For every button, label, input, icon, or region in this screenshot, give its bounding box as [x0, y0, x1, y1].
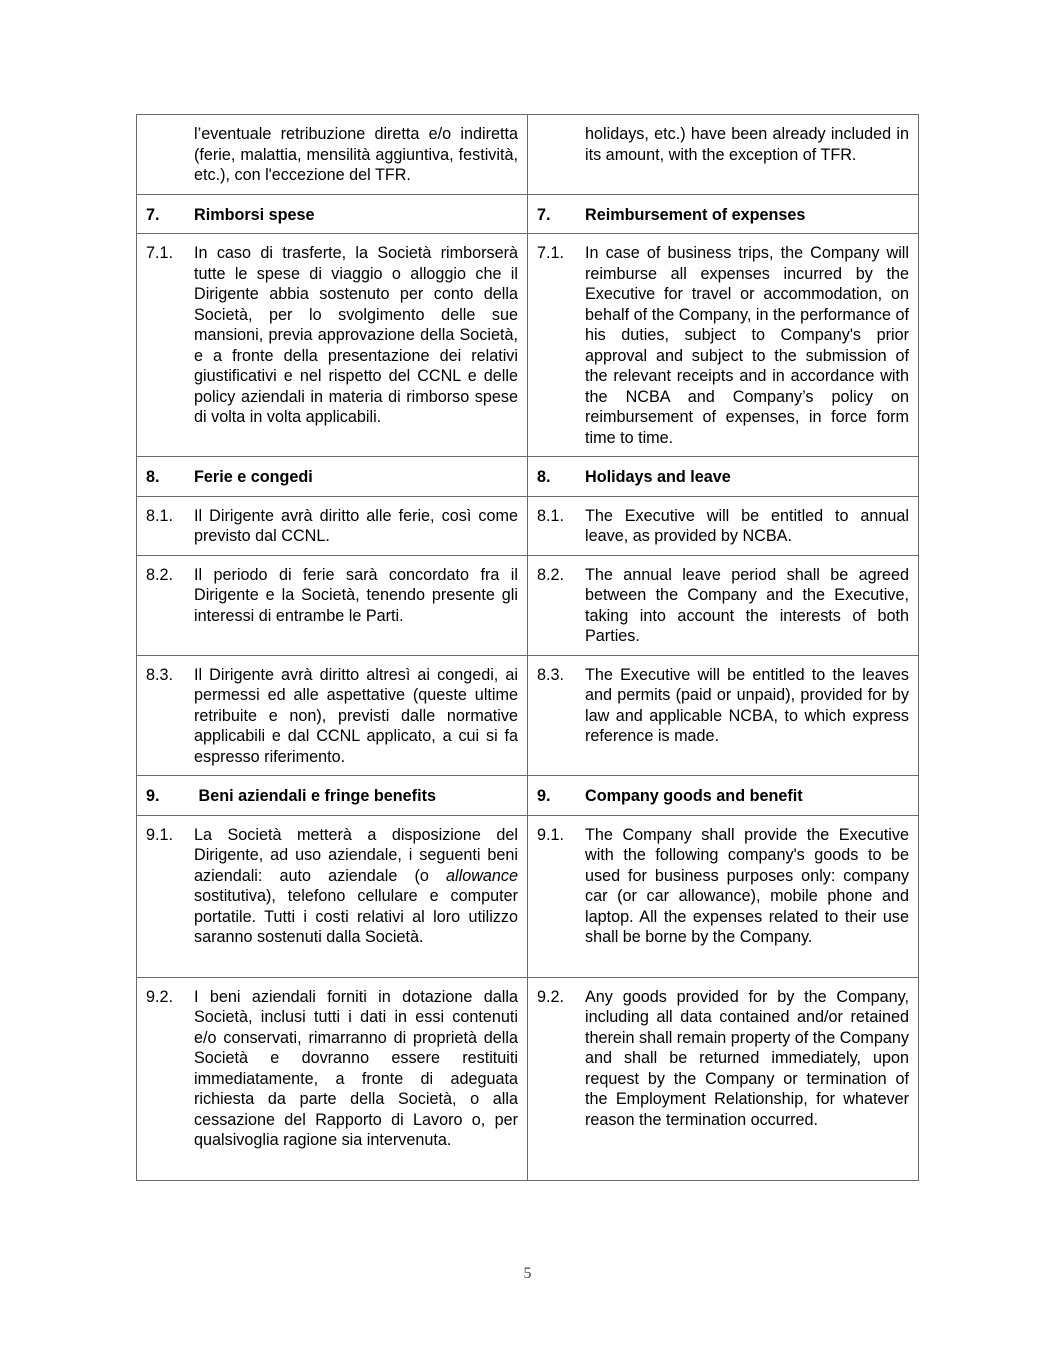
english-cell: [528, 977, 919, 1180]
english-cell: [528, 457, 919, 497]
italian-cell: [137, 655, 528, 776]
english-cell: [528, 115, 919, 195]
clause-text: Il periodo di ferie sarà concordato fra il Dirigente e la Società, tenendo presente gli interessi di entrambe le Parti.: [194, 565, 518, 625]
section-number: 9.: [146, 787, 160, 805]
clause-text: The Company shall provide the Executive with the following company's goods to be used for business purposes only: company car (or car allowance), mobile phone and laptop. All the expenses related to their use shall be borne by the Company.: [585, 825, 909, 946]
table-row: [137, 977, 919, 1180]
clause-text: [194, 825, 518, 948]
italian-cell: [137, 234, 528, 457]
clause-text: In caso di trasferte, la Società rimborserà tutte le spese di viaggio o alloggio che il Dirigente abbia sostenuto per conto della Società, per lo svolgimento delle sue mansioni, previa approvazione della Società, e a fronte della presentazione dei relativi giustificativi e nel rispetto del CCNL e delle policy aziendali in materia di rimborso spese di volta in volta applicabili.: [194, 244, 518, 426]
clause-number: 9.2.: [146, 987, 174, 1006]
section-title: Holidays and leave: [585, 468, 731, 486]
section-title: Ferie e congedi: [194, 468, 313, 486]
english-cell: [528, 776, 919, 816]
section-number: 8.: [146, 468, 160, 486]
italian-cell: [137, 457, 528, 497]
clause-number: 8.1.: [537, 506, 565, 525]
table-row: [137, 555, 919, 655]
clause-number: 8.3.: [146, 665, 174, 684]
page-number: 5: [523, 1265, 532, 1282]
section-title: Company goods and benefit: [585, 787, 803, 805]
italian-cell: [137, 977, 528, 1180]
clause-text-part: La Società metterà a disposizione del Dirigente, ad uso aziendale, i seguenti beni aziendali: auto aziendale (o: [194, 825, 518, 885]
clause-text: The annual leave period shall be agreed between the Company and the Executive, taking into account the interests of both Parties.: [585, 565, 909, 645]
clause-number: [537, 124, 585, 165]
italian-cell: [137, 115, 528, 195]
italian-cell: [137, 815, 528, 977]
italian-cell: [137, 555, 528, 655]
italian-cell: [137, 194, 528, 234]
section-title: Reimbursement of expenses: [585, 205, 806, 224]
table-row: [137, 115, 919, 195]
english-cell: [528, 194, 919, 234]
english-cell: [528, 815, 919, 977]
clause-text: Il Dirigente avrà diritto alle ferie, così come previsto dal CCNL.: [194, 506, 518, 545]
clause-number: 9.1.: [146, 825, 174, 844]
section-number: 7.: [537, 205, 551, 224]
clause-number: 8.2.: [146, 565, 174, 584]
clause-text: Il Dirigente avrà diritto altresì ai congedi, ai permessi ed alle aspettative (queste ultime retribuite e non), previsti dalle normative applicabili e dal CCNL applicato, a cui si fa espresso riferimento.: [194, 665, 518, 766]
clause-number: 7.1.: [537, 244, 565, 262]
clause-text: The Executive will be entitled to the leaves and permits (paid or unpaid), provided for by law and applicable NCBA, to which express reference is made.: [585, 665, 909, 745]
clause-number: 8.1.: [146, 506, 174, 525]
table-row: [137, 234, 919, 457]
section-title: Rimborsi spese: [194, 205, 315, 224]
section-heading-row: [137, 776, 919, 816]
clause-number: 9.1.: [537, 825, 565, 844]
section-number: 9.: [537, 787, 551, 805]
table-row: [137, 655, 919, 776]
clause-number: 8.3.: [537, 665, 565, 684]
clause-number: 8.2.: [537, 565, 565, 584]
english-cell: [528, 496, 919, 555]
section-number: 8.: [537, 468, 551, 486]
clause-number: 7.1.: [146, 244, 174, 262]
clause-text: l’eventuale retribuzione diretta e/o indiretta (ferie, malattia, mensilità aggiuntiva, festività, etc.), con l'eccezione del TFR.: [194, 125, 518, 184]
english-cell: [528, 555, 919, 655]
clause-text-emphasis: allowance: [446, 866, 518, 885]
table-row: [137, 496, 919, 555]
section-number: 7.: [146, 205, 160, 224]
english-cell: [528, 234, 919, 457]
clause-text: The Executive will be entitled to annual leave, as provided by NCBA.: [585, 506, 909, 545]
clause-number: 9.2.: [537, 987, 565, 1006]
clause-text: I beni aziendali forniti in dotazione dalla Società, inclusi tutti i dati in essi contenuti e/o conservati, rimarranno di proprietà della Società e dovranno essere restituiti immediatamente, a fronte di adeguata richiesta da parte della Società, o alla cessazione del Rapporto di Lavoro o, per qualsivoglia ragione sia intervenuta.: [194, 987, 518, 1149]
table-row: [137, 815, 919, 977]
clause-number: [146, 124, 194, 186]
clause-text: Any goods provided for by the Company, including all data contained and/or retained therein shall remain property of the Company and shall be returned immediately, upon request by the Company or termination of the Employment Relationship, for whatever reason the termination occurred.: [585, 987, 909, 1129]
clause-text: holidays, etc.) have been already included in its amount, with the exception of TFR.: [585, 125, 909, 164]
clause-text-part: sostitutiva), telefono cellulare e computer portatile. Tutti i costi relativi al loro utilizzo saranno sostenuti dalla Società.: [194, 887, 518, 946]
clause-text: In case of business trips, the Company will reimburse all expenses incurred by the Executive for travel or accommodation, on behalf of the Company, in the performance of his duties, subject to Company's prior approval and subject to the submission of the relevant receipts and in accordance with the NCBA and Company’s policy on reimbursement of expenses, in force form time to time.: [585, 244, 909, 447]
italian-cell: [137, 776, 528, 816]
english-cell: [528, 655, 919, 776]
section-title: Beni aziendali e fringe benefits: [194, 787, 436, 805]
section-heading-row: [137, 457, 919, 497]
section-heading-row: [137, 194, 919, 234]
bilingual-contract-table: [136, 114, 919, 1181]
italian-cell: [137, 496, 528, 555]
